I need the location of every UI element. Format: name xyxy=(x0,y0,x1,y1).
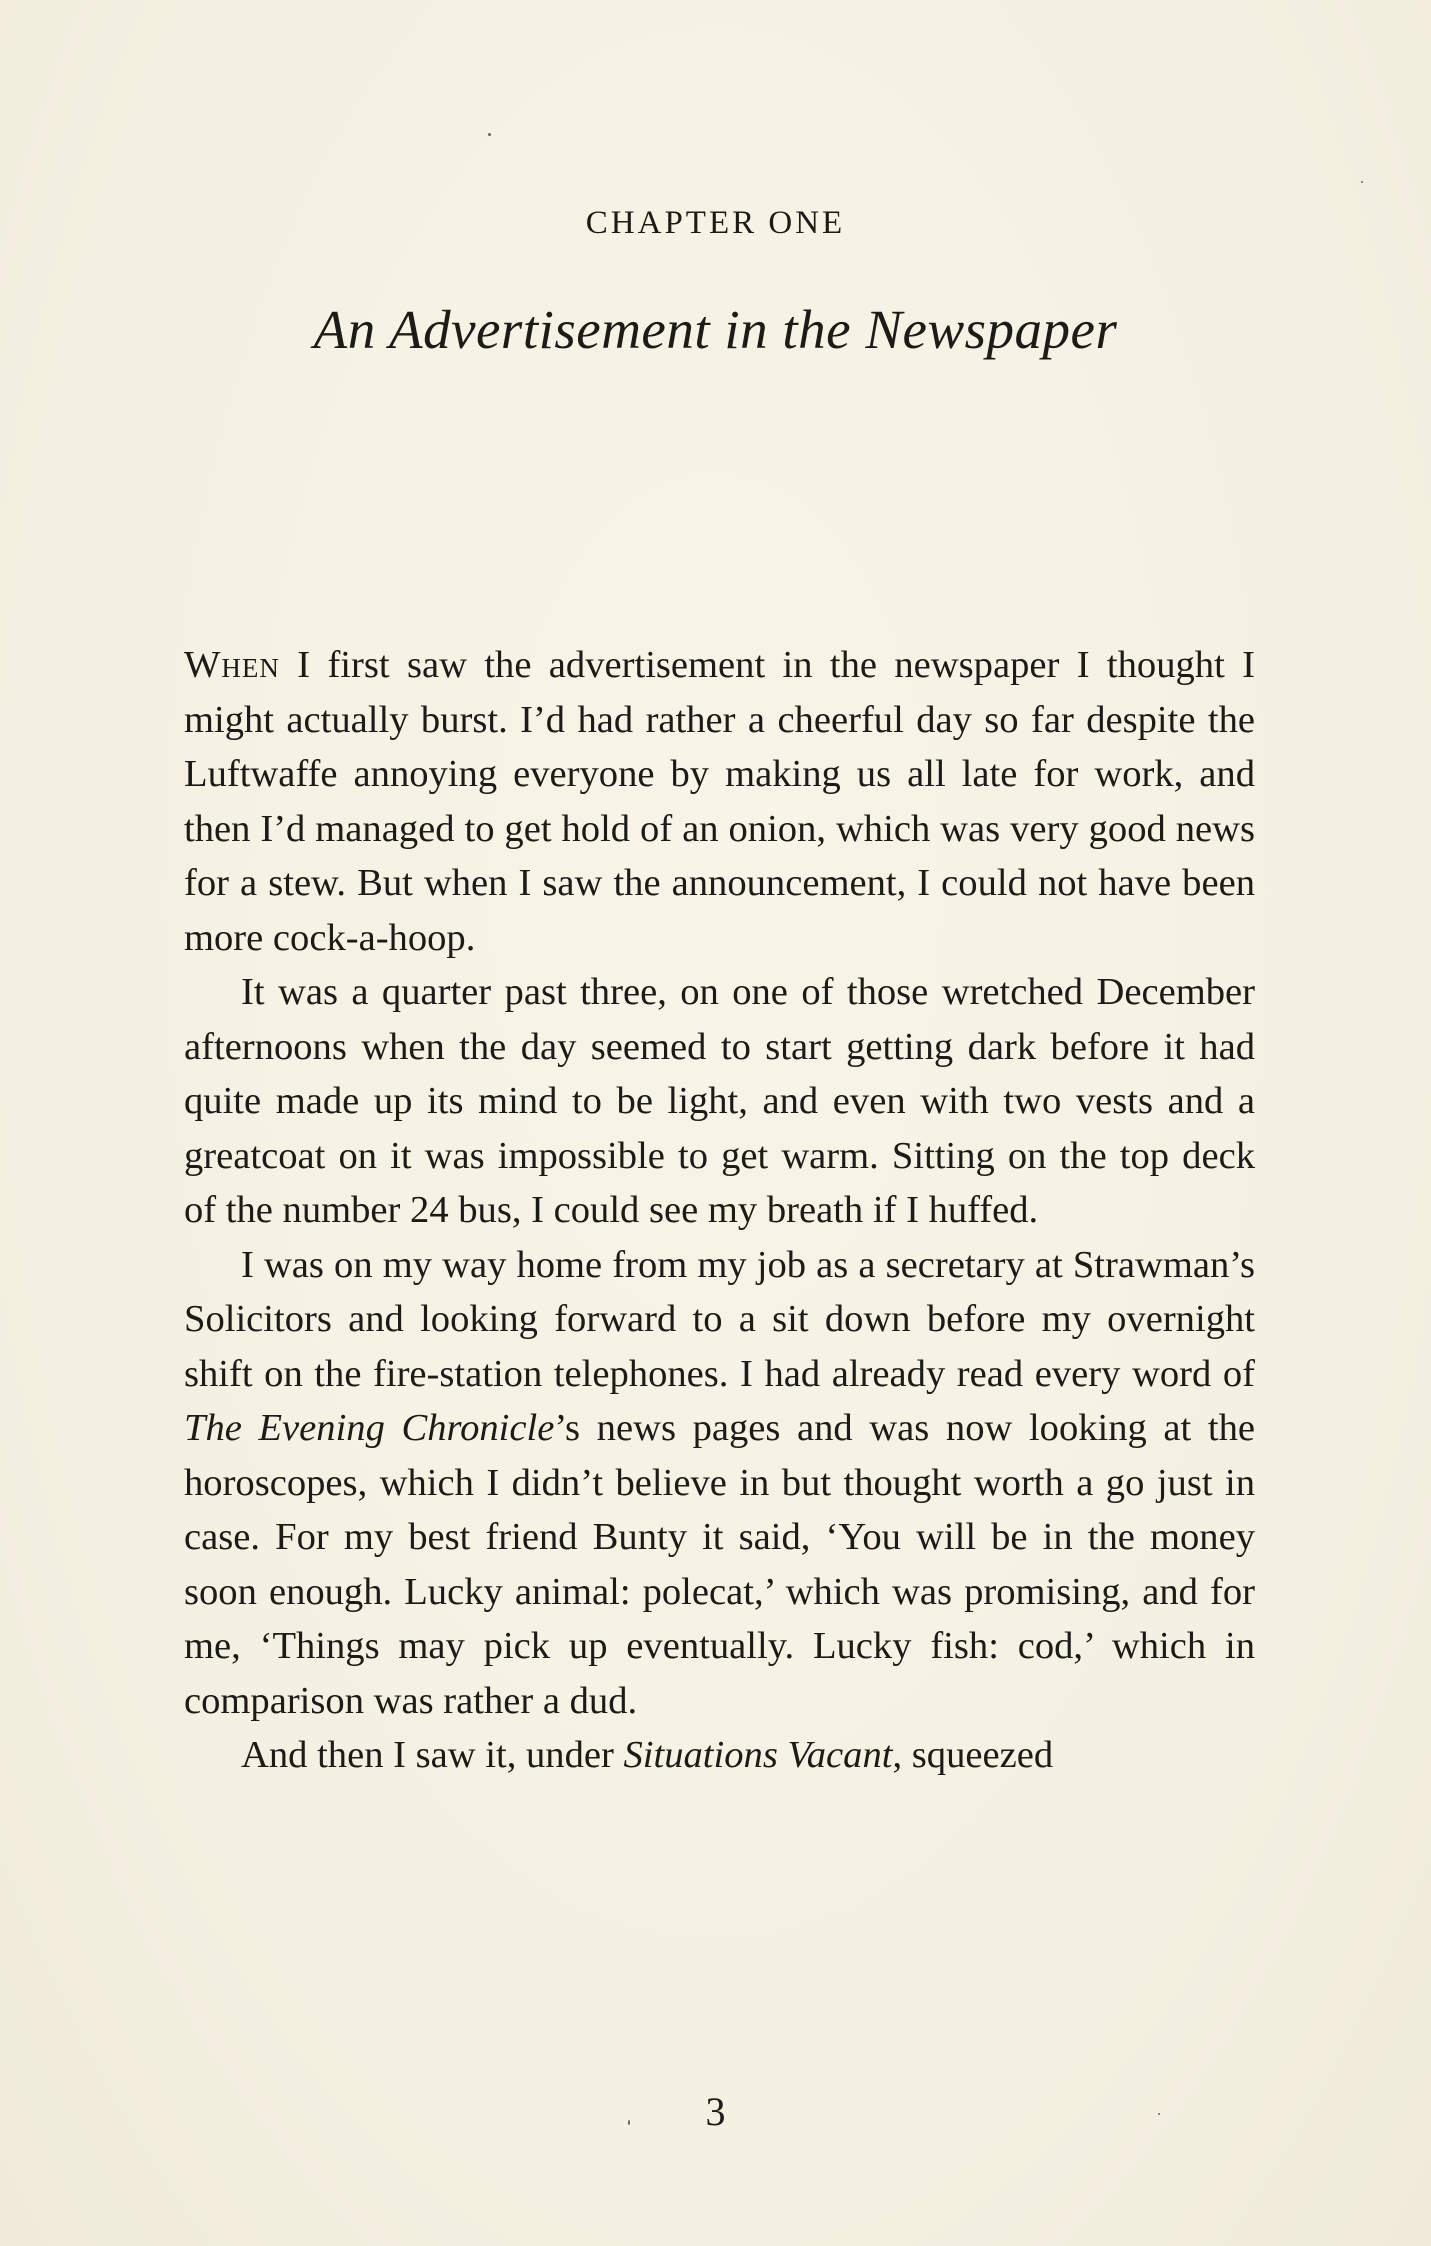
paper-speck xyxy=(628,2120,630,2125)
paragraph-1 xyxy=(184,638,1255,965)
paper-speck xyxy=(1361,181,1363,183)
column-title: Situations Vacant xyxy=(623,1734,893,1776)
paragraph-1-text: I first saw the advertisement in the newspaper I thought I might actually burst. I’d had rather a cheerful day so far despite the Luftwaffe annoying everyone by making us all late for work, and then I’d managed to get hold of an onion, which was very good news for a stew. But when I saw the announcement, I could not have been more cock-a-hoop. xyxy=(184,644,1255,959)
paragraph-2: It was a quarter past three, on one of those wretched December afternoons when the day seemed to start getting dark before it had quite made up its mind to be light, and even with two vests and a greatcoat on it was impossible to get warm. Sitting on the top deck of the number 24 bus, I could see my breath if I huffed. xyxy=(184,971,1255,1231)
newspaper-title: The Evening Chronicle xyxy=(184,1407,555,1449)
paper-speck xyxy=(488,133,491,136)
chapter-title: An Advertisement in the Newspaper xyxy=(313,299,1118,360)
paragraph-4-before: And then I saw it, under xyxy=(241,1734,624,1776)
chapter-label: CHAPTER ONE xyxy=(585,205,846,241)
paragraph-3-before: I was on my way home from my job as a secretary at Strawman’s Solicitors and looking forward to a sit down before my overnight shift on the fire-station telephones. I had already read every word of xyxy=(184,1243,1255,1395)
paper-speck xyxy=(1158,2113,1160,2115)
paragraph-4-after: , squeezed xyxy=(892,1734,1054,1776)
page-number: 3 xyxy=(705,2089,726,2134)
paragraph-3-after: ’s news pages and was now looking at the horoscopes, which I didn’t believe in but thought worth a go just in case. For my best friend Bunty it said, ‘You will be in the money soon enough. Lucky animal: polecat,’ which was promising, and for me, ‘Things may pick up eventually. Lucky fish: cod,’ which in comparison was rather a dud. xyxy=(184,1407,1256,1722)
opening-words: When xyxy=(184,644,280,686)
body-text xyxy=(184,638,1255,1783)
paragraph-4 xyxy=(184,1728,1255,1783)
paragraph-3 xyxy=(184,1238,1255,1729)
